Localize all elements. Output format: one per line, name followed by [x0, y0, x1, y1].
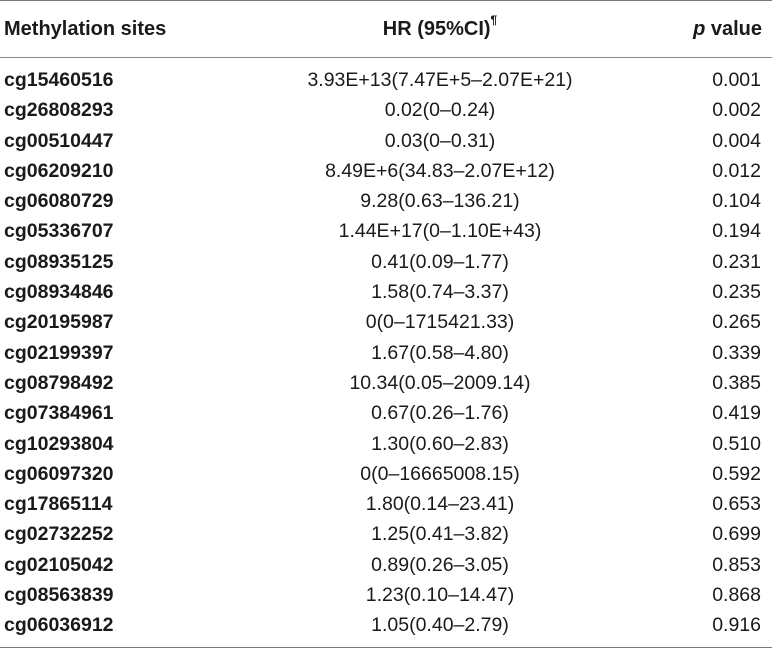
table-row	[0, 186, 772, 216]
table-row	[0, 156, 772, 186]
cell-p-value: 0.231	[712, 250, 761, 273]
cell-p-value: 0.510	[712, 432, 761, 455]
cell-methylation-site: cg02199397	[4, 341, 114, 364]
table-header-rule	[0, 57, 772, 58]
table-row	[0, 519, 772, 549]
cell-methylation-site: cg08935125	[4, 250, 114, 273]
cell-p-value: 0.916	[712, 614, 761, 637]
cell-hr-ci: 8.49E+6(34.83–2.07E+12)	[325, 159, 555, 182]
cell-hr-ci: 0.02(0–0.24)	[384, 99, 496, 122]
table-row	[0, 429, 772, 459]
cell-methylation-site: cg08934846	[4, 281, 114, 304]
cell-methylation-site: cg17865114	[4, 493, 113, 516]
table-row	[0, 610, 772, 640]
cell-p-value: 0.001	[712, 69, 761, 91]
table-row	[0, 580, 772, 610]
cell-methylation-site: cg10293804	[4, 432, 114, 455]
table-row	[0, 489, 772, 519]
cell-hr-ci: 3.93E+13(7.47E+5–2.07E+21)	[307, 69, 573, 91]
table-row	[0, 216, 772, 246]
cell-p-value: 0.339	[712, 341, 761, 364]
table-row	[0, 307, 772, 337]
cell-p-value: 0.004	[712, 129, 761, 152]
cell-p-value: 0.653	[712, 493, 761, 516]
cell-hr-ci: 1.05(0.40–2.79)	[371, 614, 509, 637]
table-row	[0, 95, 772, 125]
cell-methylation-site: cg02732252	[4, 523, 114, 546]
cell-hr-ci: 10.34(0.05–2009.14)	[349, 371, 531, 394]
cell-hr-ci: 1.80(0.14–23.41)	[365, 493, 515, 516]
cell-hr-ci: 1.67(0.58–4.80)	[371, 341, 509, 364]
header-hr-ci	[230, 14, 650, 44]
cell-hr-ci: 0(0–1715421.33)	[365, 311, 515, 334]
table-row	[0, 459, 772, 489]
header-p-value	[693, 14, 762, 44]
cell-p-value: 0.104	[712, 190, 761, 213]
cell-p-value: 0.235	[712, 281, 761, 304]
table-row	[0, 368, 772, 398]
cell-hr-ci: 1.23(0.10–14.47)	[365, 584, 515, 607]
cell-methylation-site: cg26808293	[4, 99, 114, 122]
cell-p-value: 0.868	[712, 584, 761, 607]
table-row	[0, 550, 772, 580]
cell-hr-ci: 1.58(0.74–3.37)	[371, 281, 509, 304]
cell-methylation-site: cg06209210	[4, 159, 114, 182]
table-row	[0, 277, 772, 307]
cell-hr-ci: 0.67(0.26–1.76)	[371, 402, 509, 425]
cell-hr-ci: 0(0–16665008.15)	[360, 462, 520, 485]
table-row	[0, 398, 772, 428]
cell-methylation-site: cg06080729	[4, 190, 114, 213]
cell-methylation-site: cg06036912	[4, 614, 114, 637]
header-methylation-sites: Methylation sites	[4, 18, 167, 40]
cell-p-value: 0.419	[712, 402, 761, 425]
cell-p-value: 0.194	[712, 220, 761, 243]
cell-methylation-site: cg08563839	[4, 584, 114, 607]
cell-methylation-site: cg06097320	[4, 462, 114, 485]
cell-methylation-site: cg08798492	[4, 371, 114, 394]
table-bottom-rule	[0, 647, 772, 648]
cell-methylation-site: cg05336707	[4, 220, 114, 243]
table-row	[0, 65, 772, 95]
table-header-row	[0, 14, 772, 44]
cell-methylation-site: cg00510447	[4, 129, 114, 152]
header-hr-footnote-mark: ¶	[490, 13, 498, 28]
table-body	[0, 65, 772, 641]
cell-p-value: 0.592	[712, 462, 761, 485]
header-p-rest: value	[705, 18, 762, 40]
cell-hr-ci: 0.03(0–0.31)	[384, 129, 496, 152]
cell-hr-ci: 0.41(0.09–1.77)	[371, 250, 509, 273]
cell-hr-ci: 0.89(0.26–3.05)	[371, 553, 509, 576]
table-row	[0, 338, 772, 368]
cell-methylation-site: cg02105042	[4, 553, 114, 576]
header-p-italic: p	[693, 18, 706, 40]
cell-p-value: 0.699	[712, 523, 761, 546]
cell-hr-ci: 1.25(0.41–3.82)	[371, 523, 509, 546]
table-row	[0, 247, 772, 277]
cell-p-value: 0.853	[712, 553, 761, 576]
cell-hr-ci: 9.28(0.63–136.21)	[360, 190, 520, 213]
cell-methylation-site: cg07384961	[4, 402, 114, 425]
table-top-rule	[0, 0, 772, 1]
cell-p-value: 0.012	[712, 159, 761, 182]
cell-methylation-site: cg15460516	[4, 69, 114, 91]
cell-methylation-site: cg20195987	[4, 311, 114, 334]
cell-hr-ci: 1.44E+17(0–1.10E+43)	[338, 220, 542, 243]
cell-hr-ci: 1.30(0.60–2.83)	[371, 432, 509, 455]
cell-p-value: 0.002	[712, 99, 761, 122]
cell-p-value: 0.385	[712, 371, 761, 394]
header-hr-label: HR (95%CI)	[382, 18, 491, 40]
cell-p-value: 0.265	[712, 311, 761, 334]
table-row	[0, 126, 772, 156]
